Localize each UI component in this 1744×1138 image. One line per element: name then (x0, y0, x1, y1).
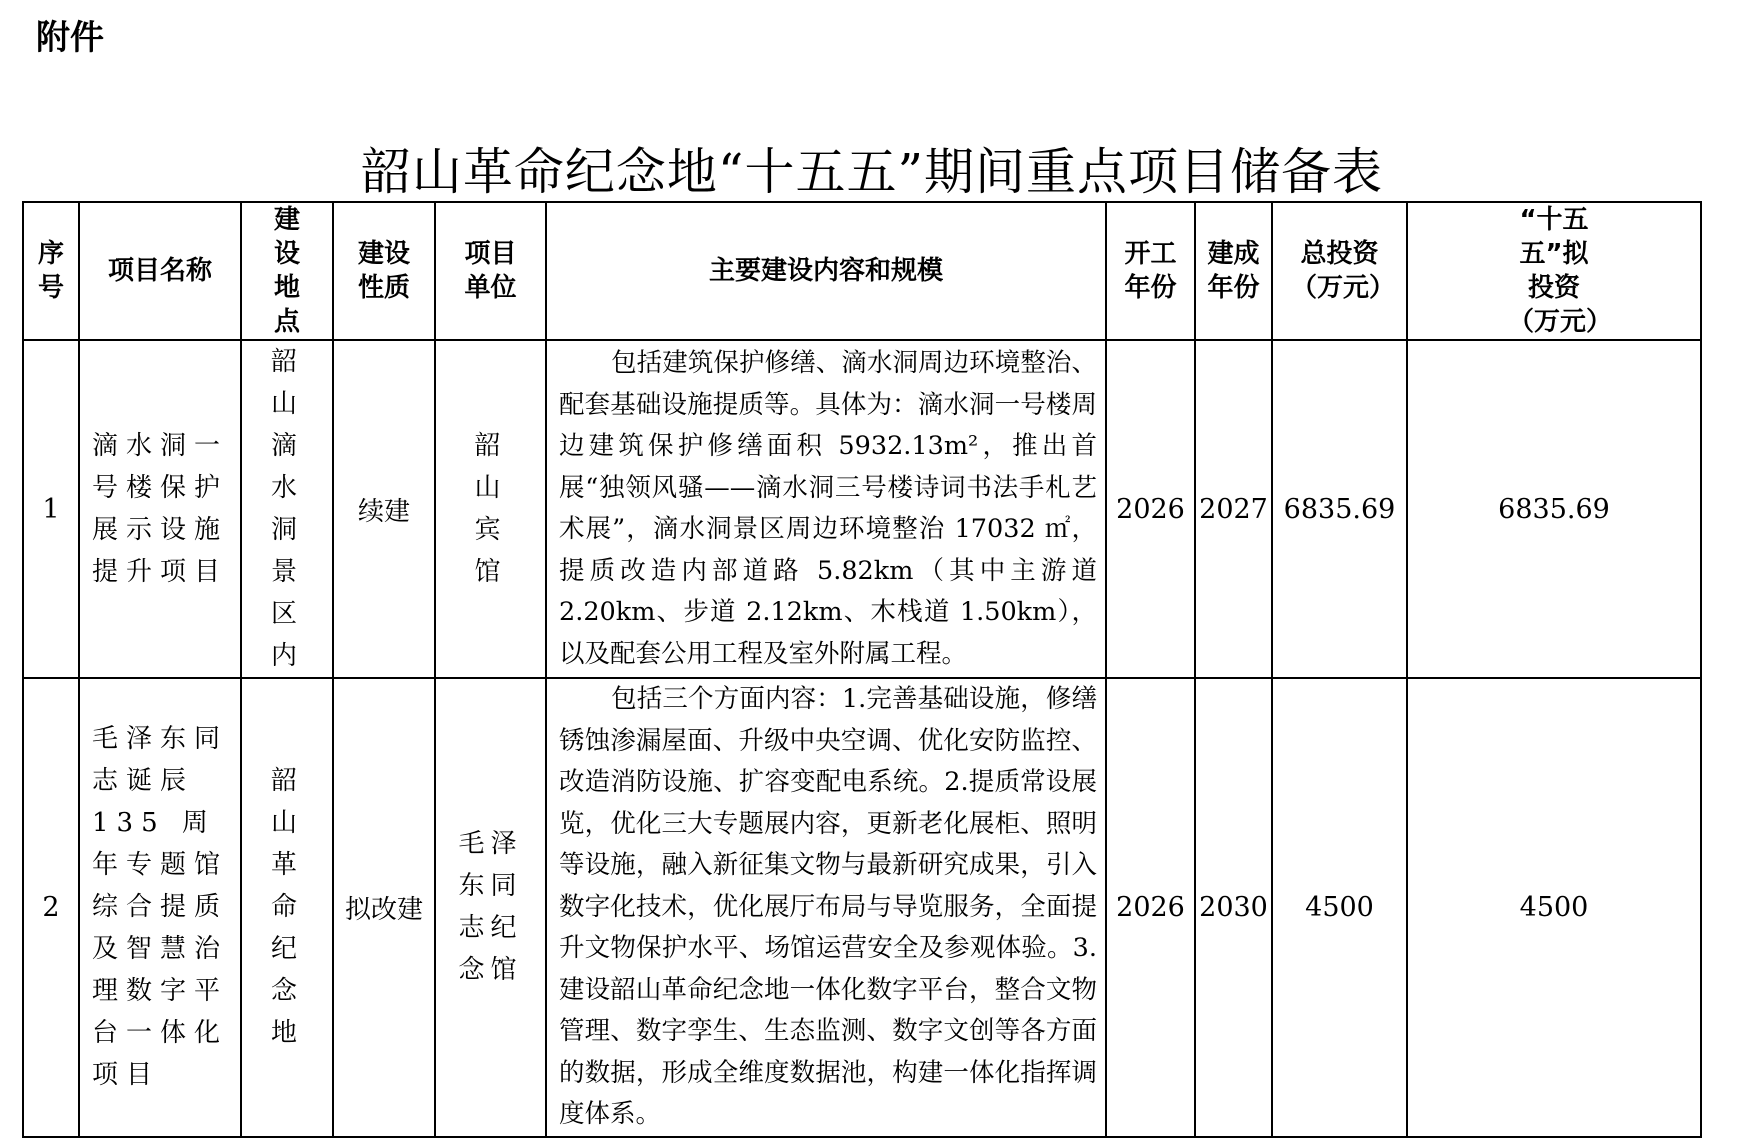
header-location: 建设地点 (241, 202, 333, 340)
cell-start-year: 2026 (1106, 678, 1195, 1137)
cell-content (546, 340, 1106, 678)
cell-finish-year: 2027 (1195, 340, 1272, 678)
header-content: 主要建设内容和规模 (546, 202, 1106, 340)
cell-start-year: 2026 (1106, 340, 1195, 678)
cell-plan-investment: 4500 (1407, 678, 1701, 1137)
cell-content (546, 678, 1106, 1137)
header-finish-year: 建成年份 (1195, 202, 1272, 340)
cell-name: 滴水洞一号楼保护展示设施提升项目 (79, 340, 241, 678)
header-row (23, 202, 1701, 340)
header-no: 序号 (23, 202, 79, 340)
page-title: 韶山革命纪念地“十五五”期间重点项目储备表 (360, 143, 1384, 201)
cell-no: 1 (23, 340, 79, 678)
cell-content-text: 包括三个方面内容：1.完善基础设施，修缮锈蚀渗漏屋面、升级中央空调、优化安防监控、改造消防设施、扩容变配电系统。2.提质常设展览，优化三大专题展内容，更新老化展柜、照明等设施，融入新征集文物与最新研究成果，引入数字化技术，优化展厅布局与导览服务，全面提升文物保护水平、场馆运营安全及参观体验。3.建设韶山革命纪念地一体化数字平台，整合文物管理、数字孪生、生态监测、数字文创等各方面的数据，形成全维度数据池，构建一体化指挥调度体系。 (559, 684, 1097, 1129)
cell-no: 2 (23, 678, 79, 1137)
cell-unit: 毛泽东同志纪念馆 (435, 678, 546, 1137)
cell-content-text: 包括建筑保护修缮、滴水洞周边环境整治、配套基础设施提质等。具体为：滴水洞一号楼周边建筑保护修缮面积 5932.13m²，推出首展“独领风骚——滴水洞三号楼诗词书法手札艺术展”，滴水洞景区周边环境整治 17032 ㎡，提质改造内部道路 5.82km（其中主游道 2.20km、步道 2.12km、木栈道 1.50km），以及配套公用工程及室外附属工程。 (559, 348, 1097, 669)
cell-plan-investment: 6835.69 (1407, 340, 1701, 678)
header-nature: 建设性质 (333, 202, 435, 340)
cell-nature: 拟改建 (333, 678, 435, 1137)
project-table (22, 201, 1702, 1138)
header-total-investment: 总投资（万元） (1272, 202, 1407, 340)
header-start-year: 开工年份 (1106, 202, 1195, 340)
cell-location: 韶山滴水洞景区内 (241, 340, 333, 678)
cell-name: 毛泽东同志诞辰 135 周年专题馆综合提质及智慧治理数字平台一体化项目 (79, 678, 241, 1137)
header-plan-investment: “十五五”拟投资（万元） (1407, 202, 1701, 340)
cell-unit: 韶山宾馆 (435, 340, 546, 678)
cell-total-investment: 6835.69 (1272, 340, 1407, 678)
cell-nature: 续建 (333, 340, 435, 678)
cell-location: 韶山革命纪念地 (241, 678, 333, 1137)
attachment-label: 附件 (36, 18, 104, 58)
header-unit: 项目单位 (435, 202, 546, 340)
table-row (23, 678, 1701, 1137)
cell-total-investment: 4500 (1272, 678, 1407, 1137)
cell-finish-year: 2030 (1195, 678, 1272, 1137)
table-row (23, 340, 1701, 678)
header-name: 项目名称 (79, 202, 241, 340)
